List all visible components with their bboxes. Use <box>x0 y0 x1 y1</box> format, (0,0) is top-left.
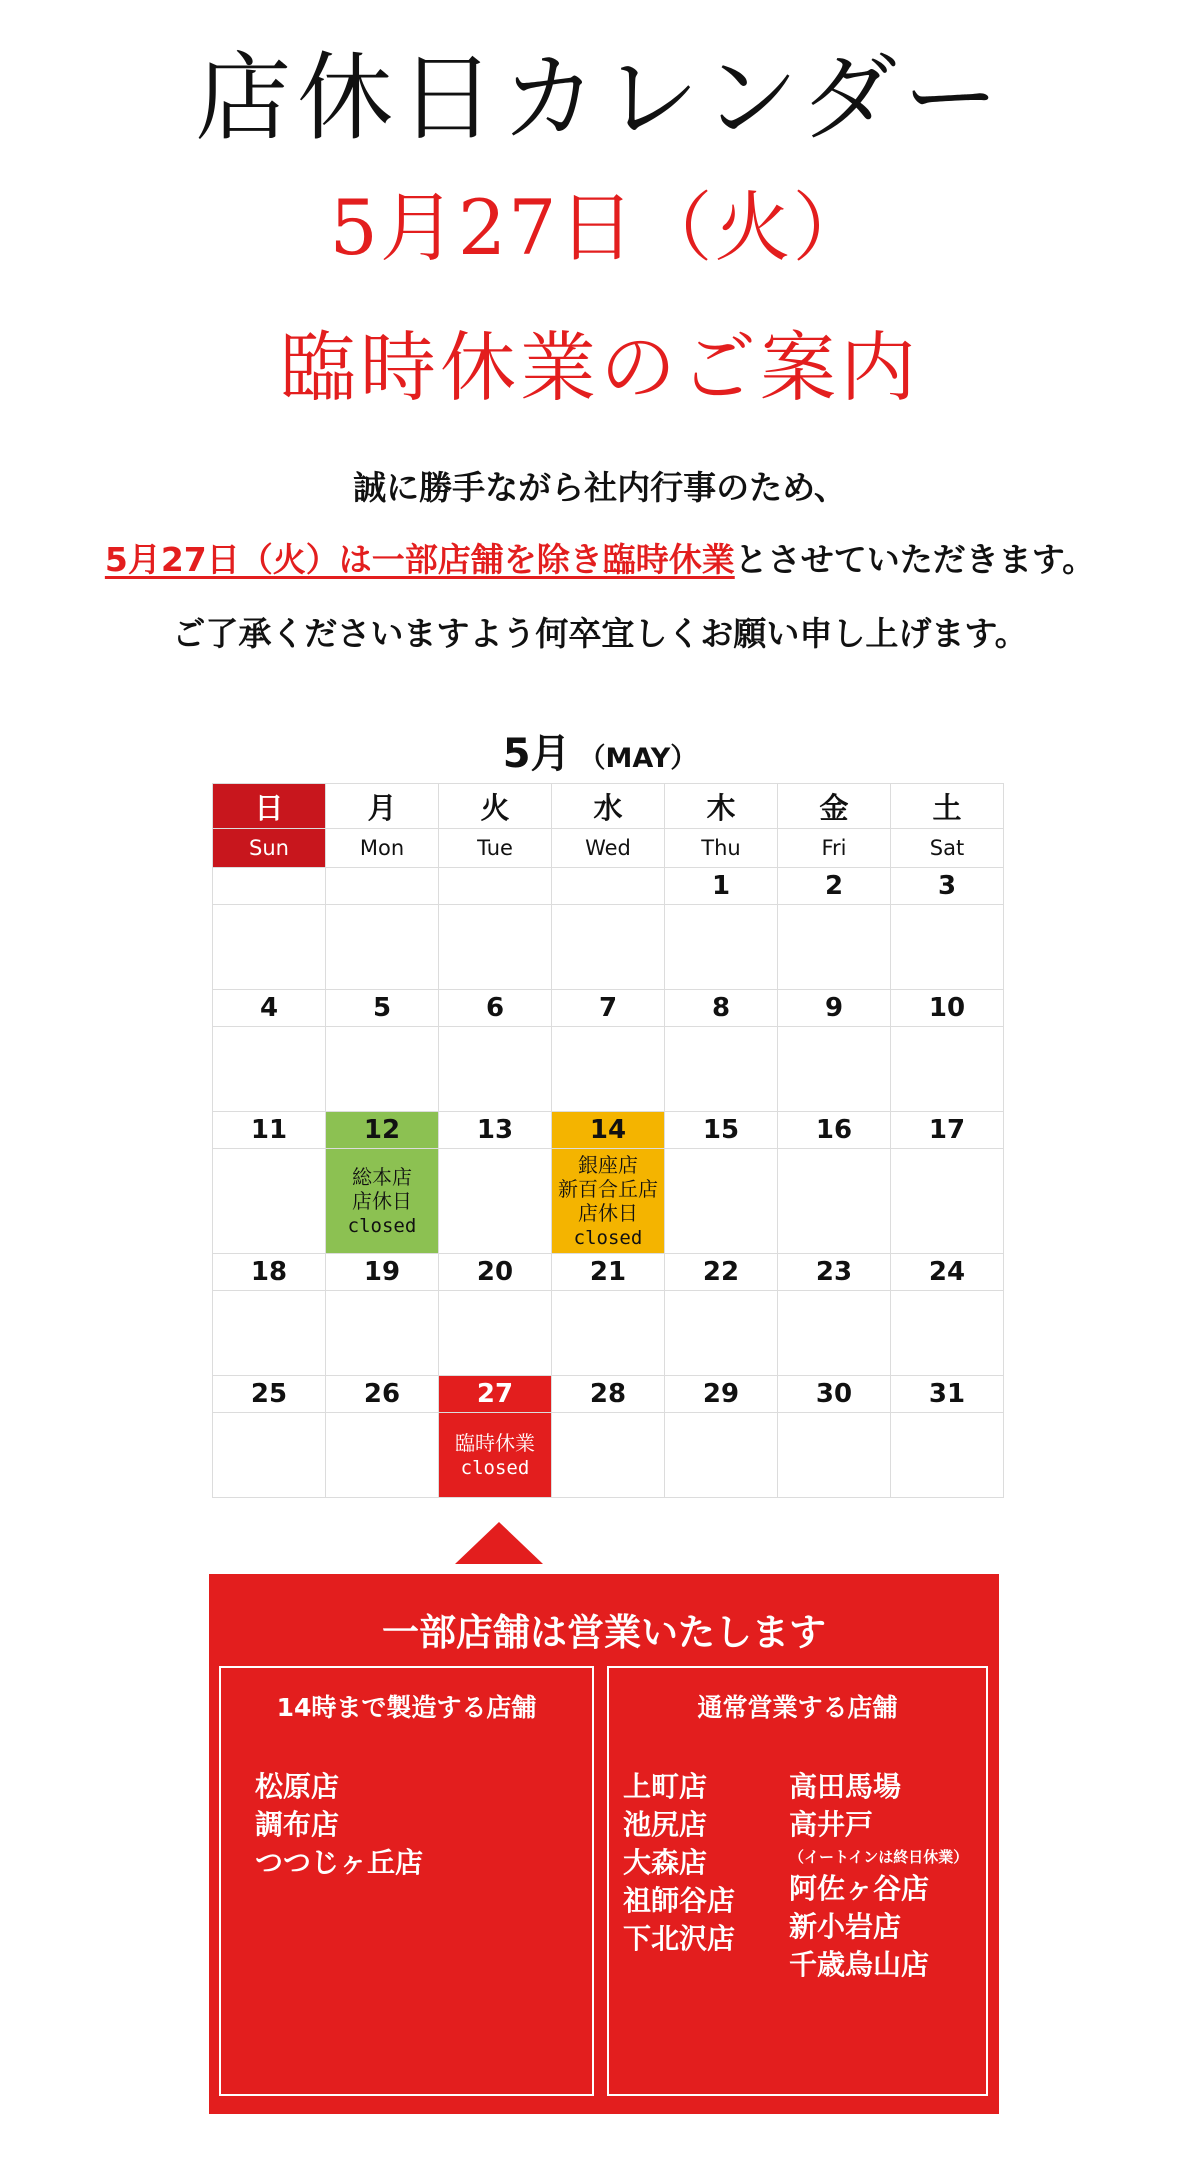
event-may12-store: 総本店 <box>352 1164 412 1189</box>
store-item: 祖師谷店 <box>623 1884 736 1917</box>
store-item: 池尻店 <box>623 1808 708 1841</box>
date-cell: 21 <box>552 1254 665 1291</box>
day-body <box>891 1149 1004 1254</box>
weekday-en-wed: Wed <box>552 829 665 868</box>
date-cell: 31 <box>891 1376 1004 1413</box>
store-item: 千歳烏山店 <box>789 1948 930 1981</box>
calendar-grid <box>212 783 1004 1498</box>
day-body <box>778 1149 891 1254</box>
day-body <box>439 1149 552 1254</box>
event-may14-store-2: 新百合丘店 <box>558 1176 658 1201</box>
closure-date: 5月27日（火） <box>329 183 871 272</box>
date-cell: 8 <box>665 990 778 1027</box>
day-body <box>778 1027 891 1112</box>
day-body <box>665 1413 778 1498</box>
date-cell: 5 <box>326 990 439 1027</box>
store-item: 松原店 <box>255 1770 340 1803</box>
month-title <box>0 722 1200 779</box>
date-cell: 9 <box>778 990 891 1027</box>
day-body <box>213 1027 326 1112</box>
day-body <box>326 905 439 990</box>
date-cell: 26 <box>326 1376 439 1413</box>
date-cell <box>213 868 326 905</box>
date-cell: 23 <box>778 1254 891 1291</box>
date-cell: 19 <box>326 1254 439 1291</box>
date-cell: 4 <box>213 990 326 1027</box>
weekday-en-thu: Thu <box>665 829 778 868</box>
day-body <box>665 905 778 990</box>
store-item: 阿佐ヶ谷店 <box>789 1872 930 1905</box>
day-body <box>439 1027 552 1112</box>
date-cell: 16 <box>778 1112 891 1149</box>
date-cell: 29 <box>665 1376 778 1413</box>
day-body <box>778 1413 891 1498</box>
notice-heading: 臨時休業のご案内 <box>280 323 920 412</box>
day-body <box>552 905 665 990</box>
store-item: 上町店 <box>623 1770 708 1803</box>
day-body <box>891 1413 1004 1498</box>
regular-hours-box <box>607 1666 988 2096</box>
store-item: 調布店 <box>255 1808 340 1841</box>
event-may14 <box>552 1149 665 1254</box>
message-line-3: ご了承くださいますよう何卒宜しくお願い申し上げます。 <box>172 614 1028 653</box>
weekday-ja-sun: 日 <box>213 784 326 829</box>
date-cell-14-highlight: 14 <box>552 1112 665 1149</box>
date-cell: 17 <box>891 1112 1004 1149</box>
date-cell <box>439 868 552 905</box>
event-may12-closed: closed <box>347 1214 417 1237</box>
day-body <box>326 1291 439 1376</box>
store-note: （イートインは終日休業） <box>789 1848 969 1866</box>
weekday-ja-fri: 金 <box>778 784 891 829</box>
message-line-2 <box>0 540 1200 580</box>
date-cell: 18 <box>213 1254 326 1291</box>
date-cell-12-highlight: 12 <box>326 1112 439 1149</box>
event-may12 <box>326 1149 439 1254</box>
event-may14-store-1: 銀座店 <box>578 1152 638 1177</box>
weekday-en-sat: Sat <box>891 829 1004 868</box>
weekday-en-fri: Fri <box>778 829 891 868</box>
date-cell: 7 <box>552 990 665 1027</box>
store-item: 新小岩店 <box>789 1910 902 1943</box>
date-cell: 24 <box>891 1254 1004 1291</box>
date-cell: 13 <box>439 1112 552 1149</box>
weekday-en-mon: Mon <box>326 829 439 868</box>
limited-hours-store-list <box>255 1768 423 1882</box>
day-body <box>552 1413 665 1498</box>
day-body <box>891 1291 1004 1376</box>
event-may27-closed: closed <box>460 1456 530 1479</box>
day-body <box>439 1291 552 1376</box>
panel-title: 一部店舗は営業いたします <box>382 1611 826 1654</box>
day-body <box>665 1027 778 1112</box>
day-body <box>552 1291 665 1376</box>
weekday-en-tue: Tue <box>439 829 552 868</box>
date-cell: 15 <box>665 1112 778 1149</box>
day-body <box>891 905 1004 990</box>
date-cell: 25 <box>213 1376 326 1413</box>
weekday-en-sun: Sun <box>213 829 326 868</box>
limited-hours-box <box>219 1666 594 2096</box>
message-line-1: 誠に勝手ながら社内行事のため、 <box>353 468 847 507</box>
date-cell <box>326 868 439 905</box>
day-body <box>891 1027 1004 1112</box>
day-body <box>213 905 326 990</box>
event-may14-type: 店休日 <box>578 1200 638 1225</box>
day-body <box>778 1291 891 1376</box>
date-cell: 3 <box>891 868 1004 905</box>
limited-hours-title: 14時まで製造する店舗 <box>276 1693 537 1722</box>
day-body <box>665 1149 778 1254</box>
date-cell: 20 <box>439 1254 552 1291</box>
day-body <box>665 1291 778 1376</box>
day-body <box>439 905 552 990</box>
weekday-ja-tue: 火 <box>439 784 552 829</box>
store-item: 下北沢店 <box>623 1922 736 1955</box>
date-cell <box>552 868 665 905</box>
day-body <box>213 1413 326 1498</box>
date-cell: 2 <box>778 868 891 905</box>
day-body <box>778 905 891 990</box>
day-body <box>213 1291 326 1376</box>
day-body <box>552 1027 665 1112</box>
open-stores-panel <box>209 1574 999 2114</box>
store-item: 大森店 <box>623 1846 708 1879</box>
month-label-en: （MAY） <box>578 743 698 774</box>
weekday-ja-wed: 水 <box>552 784 665 829</box>
event-may14-closed: closed <box>573 1226 643 1249</box>
event-may27 <box>439 1413 552 1498</box>
month-label: 5月 <box>502 731 571 777</box>
date-cell: 10 <box>891 990 1004 1027</box>
weekday-ja-thu: 木 <box>665 784 778 829</box>
date-cell: 28 <box>552 1376 665 1413</box>
pointer-triangle-icon <box>455 1522 543 1564</box>
regular-store-list-2 <box>789 1768 968 1984</box>
date-cell: 30 <box>778 1376 891 1413</box>
message-highlight: 5月27日（火）は一部店舗を除き臨時休業 <box>104 540 735 579</box>
regular-hours-title: 通常営業する店舗 <box>697 1693 898 1722</box>
day-body <box>326 1413 439 1498</box>
date-cell: 11 <box>213 1112 326 1149</box>
weekday-ja-mon: 月 <box>326 784 439 829</box>
store-item: 高田馬場 <box>789 1770 902 1803</box>
message-line-2-rest: とさせていただきます。 <box>734 540 1096 579</box>
event-may12-type: 店休日 <box>352 1188 412 1213</box>
event-may27-type: 臨時休業 <box>455 1430 535 1455</box>
page-title: 店休日カレンダー <box>195 42 1005 154</box>
day-body <box>213 1149 326 1254</box>
store-item: 高井戸 <box>789 1808 874 1841</box>
date-cell-27-highlight: 27 <box>439 1376 552 1413</box>
date-cell: 1 <box>665 868 778 905</box>
weekday-ja-sat: 土 <box>891 784 1004 829</box>
store-item: つつじヶ丘店 <box>255 1846 424 1879</box>
date-cell: 22 <box>665 1254 778 1291</box>
regular-store-list-1 <box>623 1768 735 1958</box>
day-body <box>326 1027 439 1112</box>
date-cell: 6 <box>439 990 552 1027</box>
